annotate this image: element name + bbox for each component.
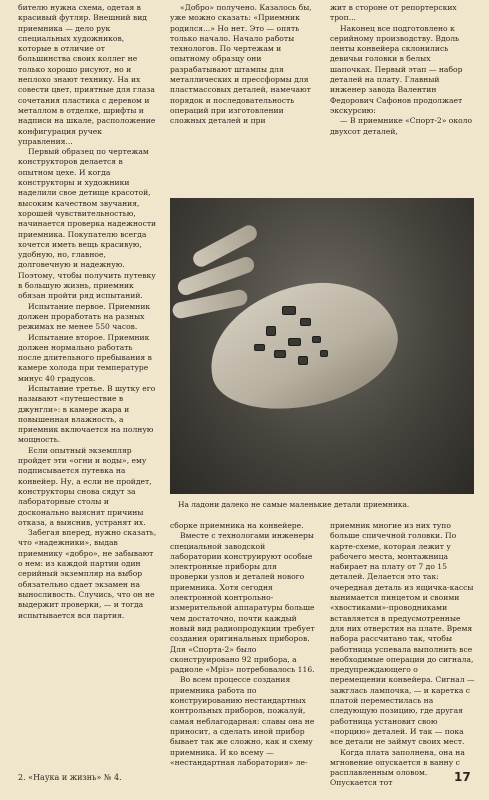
- paragraph: Испытание третье. В шутку его называют «путешествие в джунгли»: в камере жара и повышенная влажность, а приемник включается на полную мощность.: [18, 383, 156, 445]
- paragraph: Первый образец по чертежам конструкторов делается в опытном цехе. И когда конструкторы и художники наделили свое детище красотой, высоким качеством звучания, хорошей чувствительностью, начинается проверка надежности приемника. Покупателю всегда хочется иметь вещь красивую, удобную, но, главное, долговечную и надежную. Поэтому, чтобы получить путевку в большую жизнь, приемник обязан пройти ряд испытаний.: [18, 147, 157, 301]
- paragraph: Во всем процессе создания приемника работа по конструированию нестандартных контрольных приборов, пожалуй, самая неблагодарная: славы она не приносит, а сделать иной прибор бывает так же сложно, как и схему приемника. И ко всему — «нестандартная лаборатория» ле-: [170, 675, 315, 767]
- component-part: [300, 318, 311, 326]
- paragraph: Испытание второе. Приемник должен нормально работать после длительного пребывания в камере холода при температуре минус 40 градусов.: [18, 332, 152, 383]
- component-part: [320, 350, 328, 357]
- paragraph: Если опытный экземпляр пройдет эти «огни и воды», ему подписывается путевка на конвейер. Ну, а если не пройдет, конструкторы снова сядут за лабораторные столы и досконально выяснят причины отказа, а выяснив, устранят их.: [18, 445, 152, 527]
- photo-caption: На ладони далеко не самые маленькие детали приемника.: [178, 500, 410, 509]
- paragraph: Когда плата заполнена, она на мгновение опускается в ванну с расплавленным оловом. Опускается тот: [330, 747, 465, 788]
- paragraph: сборке приемника на конвейере.: [170, 521, 304, 530]
- component-part: [266, 326, 276, 336]
- text-column-2: [170, 3, 316, 189]
- component-part: [298, 356, 308, 365]
- paragraph: приемник многие из них тупо больше спичечной головки. По карте-схеме, которая лежит у рабочего места, монтажница набирает на плату от 7 до 15 деталей. Делается это так: очередная деталь из ящичка-кассы вынимается пинцетом и своими «хвостиками»-проводниками вставляется в предусмотренные для них отверстия на плате. Время набора рассчитано так, чтобы работница успевала выполнить все необходимые операции до сигнала, предупреждающего о перемещении конвейера. Сигнал — зажглась лампочка, — и каретка с платой переместилась на следующую позицию, где другая работница установит свою «порцию» деталей. И так — пока все детали не займут своих мест.: [330, 521, 475, 747]
- text-column-3: [330, 3, 475, 189]
- text-column-2-lower: [170, 521, 316, 765]
- photo-hand-with-parts: [170, 198, 474, 494]
- paragraph: бителю нужна схема, одетая в красивый футляр. Внешний вид приемника — дело рук специальных художников, которые в отличие от большинства своих коллег не только хорошо рисуют, но и неплохо знают технику. На их совести цвет, приятные для глаза сочетания пластика с деревом и металлом в отделке, шрифты и надписи на шкале, расположение конфигурация ручек управления...: [18, 3, 156, 146]
- issue-footer: 2. «Наука и жизнь» № 4.: [18, 773, 122, 782]
- page-number: 17: [454, 770, 471, 784]
- paragraph: Вместе с технологами инженеры специальной заводской лаборатории конструируют особые электронные приборы для проверки узлов и деталей нового приемника. Хотя сегодня электронной контрольно-измерительной аппаратуры больше чем достаточно, почти каждый новый вид радиопродукции требует создания оригинальных приборов. Для «Спорта-2» было сконструировано 92 прибора, а радиоле «Мріз» потребовалось 116.: [170, 531, 315, 675]
- component-part: [274, 350, 286, 358]
- paragraph: жит в стороне от репортерских троп...: [330, 3, 457, 23]
- component-part: [254, 344, 265, 351]
- component-part: [282, 306, 296, 315]
- component-part: [312, 336, 321, 343]
- component-part: [288, 338, 301, 346]
- paragraph: Испытание первое. Приемник должен проработать на разных режимах не менее 550 часов.: [18, 301, 151, 332]
- paragraph: Забегая вперед, нужно сказать, что «надежники», выдав приемнику «добро», не забывают о нем: из каждой партии один серийный экземпляр на выбор обязательно сдает экзамен на выносливость. Случись, что он не выдержит проверки, — и тогда испытывается вся партия.: [18, 528, 157, 620]
- text-column-1: [18, 3, 158, 765]
- paragraph: — В приемнике «Спорт-2» около двухсот деталей,: [330, 116, 473, 136]
- paragraph: «Добро» получено. Казалось бы, уже можно сказать: «Приемник родился...» Но нет. Это — опять только начало. Начало работы технологов. По чертежам и опытному образцу они разрабатывают штампы для металлических и прессформы для пластмассовых деталей, намечают порядок и последовательность операций при изготовлении сложных деталей и при: [170, 3, 312, 126]
- paragraph: Наконец все подготовлено к серийному производству. Вдоль ленты конвейера склонились девичьи головки в белых шапочках. Первый этап — набор деталей на плату. Главный инженер завода Валентин Федорович Сафонов продолжает экскурсию:: [330, 23, 463, 115]
